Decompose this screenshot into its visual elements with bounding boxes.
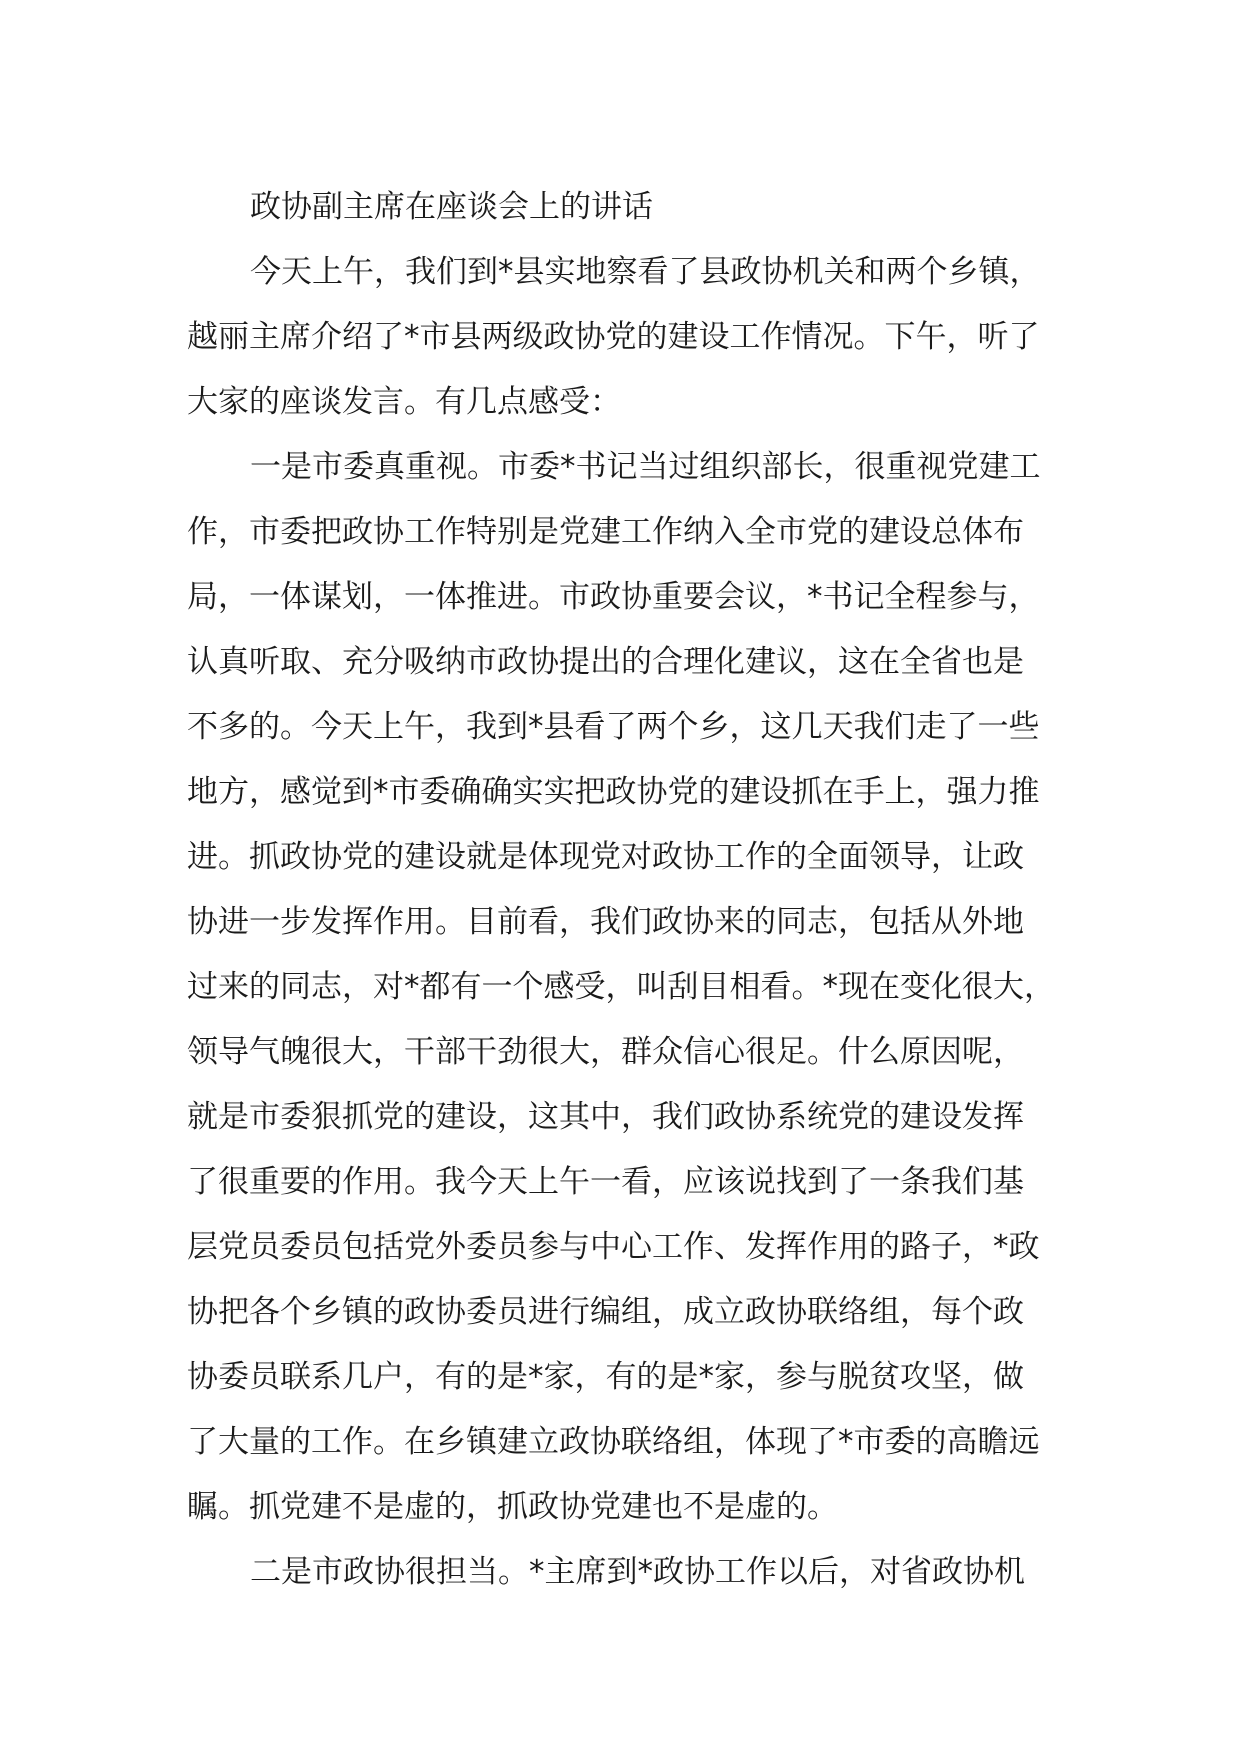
paragraph-line: 不多的。今天上午，我到*县看了两个乡，这几天我们走了一些 bbox=[187, 709, 1040, 745]
paragraph-line: 进。抓政协党的建设就是体现党对政协工作的全面领导，让政 bbox=[187, 839, 1024, 875]
paragraph-3 bbox=[187, 1540, 1067, 1605]
paragraph-line: 协委员联系几户，有的是*家，有的是*家，参与脱贫攻坚，做 bbox=[187, 1359, 1024, 1395]
paragraph-line: 越丽主席介绍了*市县两级政协党的建设工作情况。下午，听了 bbox=[187, 319, 1040, 355]
paragraph-line: 过来的同志，对*都有一个感受，叫刮目相看。*现在变化很大， bbox=[187, 969, 1055, 1005]
paragraph-line: 大家的座谈发言。有几点感受： bbox=[187, 384, 621, 420]
paragraph-1 bbox=[187, 240, 1067, 435]
paragraph-line: 局，一体谋划，一体推进。市政协重要会议，*书记全程参与， bbox=[187, 579, 1040, 615]
document-title: 政协副主席在座谈会上的讲话 bbox=[250, 189, 653, 225]
paragraph-line: 协把各个乡镇的政协委员进行编组，成立政协联络组，每个政 bbox=[187, 1294, 1024, 1330]
paragraph-line: 作，市委把政协工作特别是党建工作纳入全市党的建设总体布 bbox=[187, 514, 1024, 550]
document-body bbox=[187, 175, 1067, 1605]
paragraph-line: 协进一步发挥作用。目前看，我们政协来的同志，包括从外地 bbox=[187, 904, 1024, 940]
paragraph-line: 一是市委真重视。市委*书记当过组织部长，很重视党建工 bbox=[250, 449, 1041, 485]
paragraph-line: 就是市委狠抓党的建设，这其中，我们政协系统党的建设发挥 bbox=[187, 1099, 1024, 1135]
paragraph-line: 了大量的工作。在乡镇建立政协联络组，体现了*市委的高瞻远 bbox=[187, 1424, 1040, 1460]
paragraph-2 bbox=[187, 435, 1067, 1540]
paragraph-line: 层党员委员包括党外委员参与中心工作、发挥作用的路子，*政 bbox=[187, 1229, 1040, 1265]
paragraph-line: 今天上午，我们到*县实地察看了县政协机关和两个乡镇， bbox=[250, 254, 1041, 290]
paragraph-line: 瞩。抓党建不是虚的，抓政协党建也不是虚的。 bbox=[187, 1489, 838, 1525]
paragraph-line: 领导气魄很大，干部干劲很大，群众信心很足。什么原因呢， bbox=[187, 1034, 1024, 1070]
paragraph-line: 认真听取、充分吸纳市政协提出的合理化建议，这在全省也是 bbox=[187, 644, 1024, 680]
paragraph-line: 二是市政协很担当。*主席到*政协工作以后，对省政协机 bbox=[250, 1554, 1025, 1590]
paragraph-line: 了很重要的作用。我今天上午一看，应该说找到了一条我们基 bbox=[187, 1164, 1024, 1200]
paragraph-line: 地方，感觉到*市委确确实实把政协党的建设抓在手上，强力推 bbox=[187, 774, 1040, 810]
